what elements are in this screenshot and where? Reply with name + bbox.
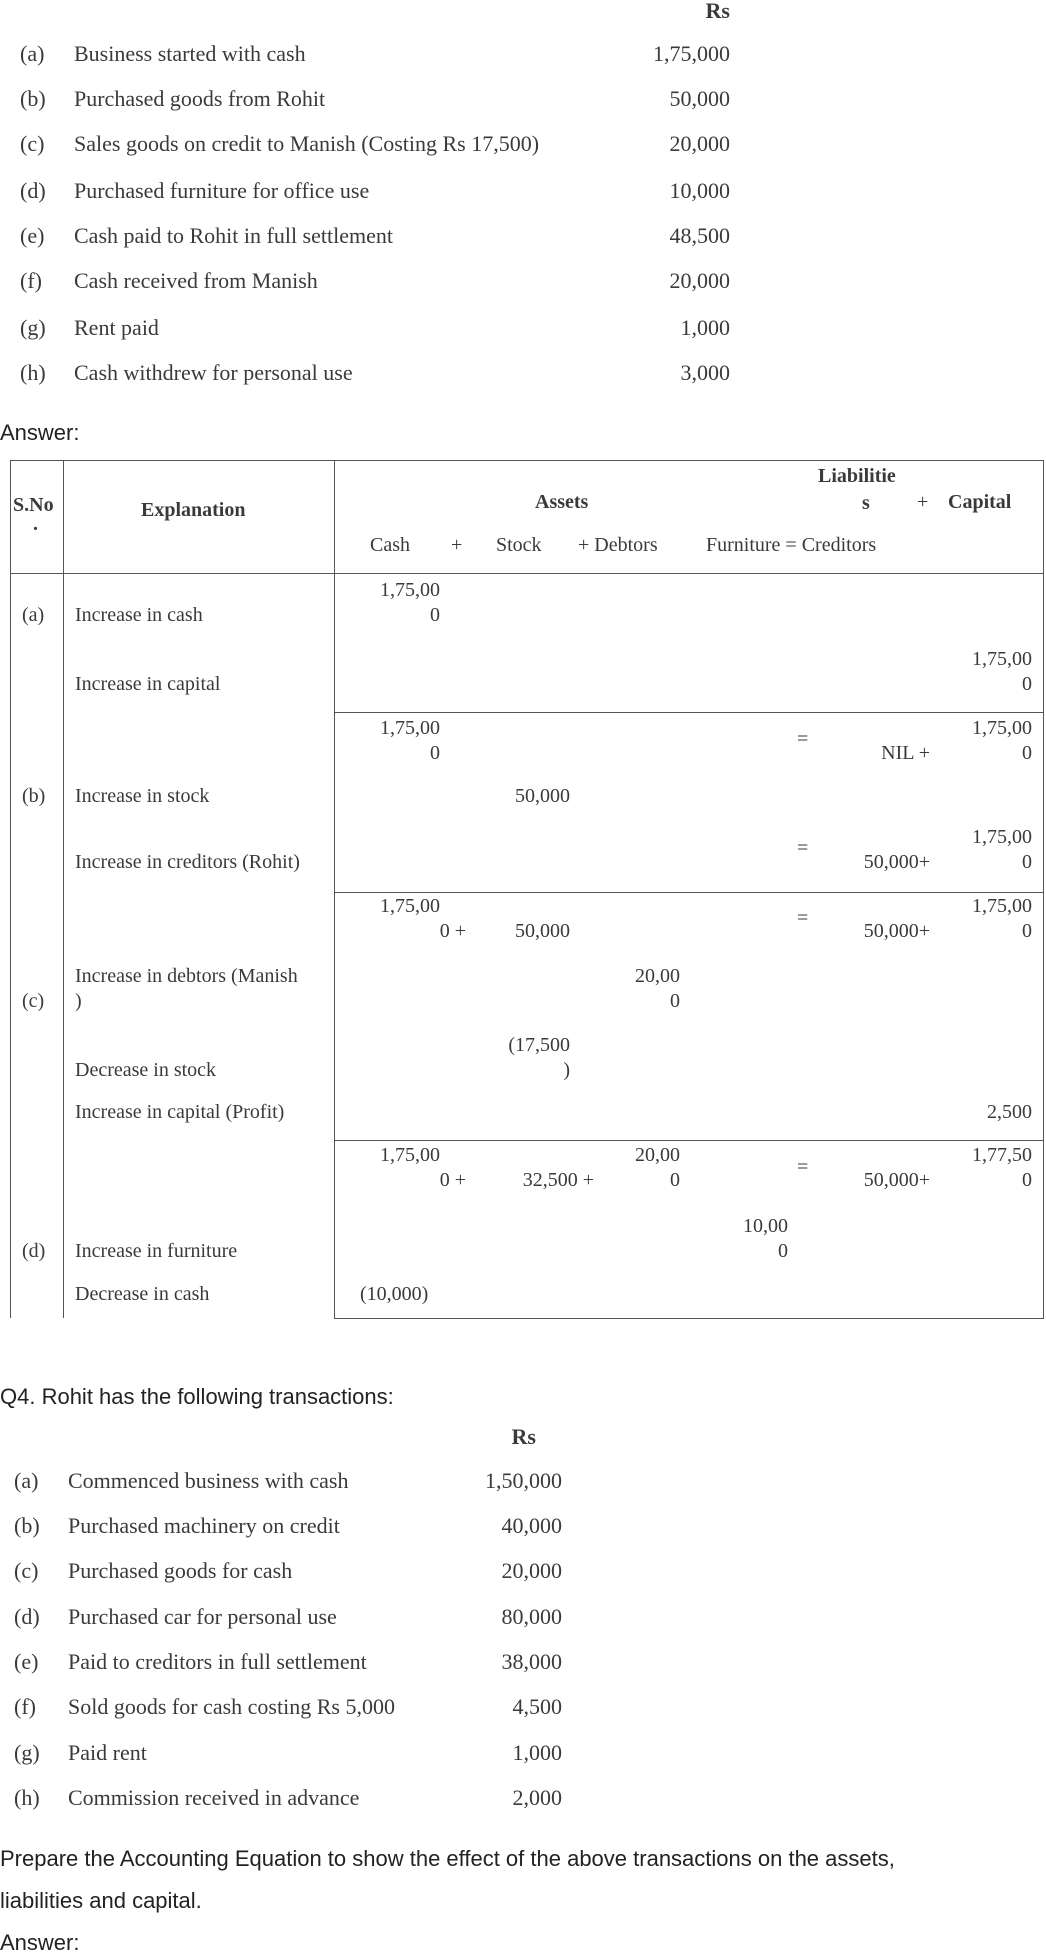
q4-item-letter: (b) (14, 1513, 40, 1538)
top-item-letter: (b) (20, 86, 46, 111)
table-col-divider-explanation (334, 460, 335, 1318)
cash-value: (10,000) (360, 1283, 429, 1305)
row-explanation: Increase in capital (Profit) (75, 1101, 285, 1123)
q4-item-text: Sold goods for cash costing Rs 5,000 (68, 1694, 395, 1719)
row-letter: (d) (22, 1240, 46, 1262)
equals-sign: = (797, 728, 809, 750)
top-item-amount: 50,000 (669, 86, 730, 111)
header-assets: Assets (535, 491, 589, 513)
capital-value: 2,500 (987, 1101, 1032, 1123)
total-creditors: NIL + (881, 742, 930, 764)
top-item-amount: 1,75,000 (653, 41, 730, 66)
stock-value-cont: ) (563, 1059, 570, 1081)
header-liabilities-cont: s (862, 492, 870, 514)
row-explanation: Increase in capital (75, 673, 221, 695)
q4-prepare-instruction: Prepare the Accounting Equation to show the effect of the above transactions on the assets, (0, 1846, 895, 1871)
table-header-bottom (10, 573, 1044, 574)
row-letter: (c) (22, 990, 45, 1012)
header-capital: Capital (948, 491, 1012, 513)
total-debtors: 20,00 (635, 1144, 680, 1166)
row-explanation: Increase in furniture (75, 1240, 238, 1262)
row-explanation: Decrease in cash (75, 1283, 210, 1305)
q4-item-letter: (g) (14, 1740, 40, 1765)
table-border-left (10, 460, 11, 1318)
subheader-furniture-creditors: Furniture = Creditors (706, 534, 877, 556)
total-creditors: 50,000+ (863, 920, 930, 942)
total-cash-cont: 0 + (439, 1169, 466, 1191)
equals-sign: = (797, 837, 809, 859)
debtors-value: 20,00 (635, 965, 680, 987)
q4-item-amount: 38,000 (501, 1649, 562, 1674)
total-capital-cont: 0 (1022, 920, 1032, 942)
row-letter: (b) (22, 785, 46, 807)
q4-item-amount: 40,000 (501, 1513, 562, 1538)
total-creditors: 50,000+ (863, 1169, 930, 1191)
q4-header-rs: Rs (511, 1424, 536, 1449)
subheader-debtors: + Debtors (578, 534, 658, 556)
top-item-amount: 20,000 (669, 131, 730, 156)
furniture-value: 10,00 (743, 1215, 788, 1237)
row-explanation: Increase in debtors (Manish (75, 965, 298, 987)
top-item-text: Cash withdrew for personal use (74, 360, 353, 385)
capital-value-cont: 0 (1022, 673, 1032, 695)
stock-value: 50,000 (515, 785, 570, 807)
q4-item-amount: 80,000 (501, 1604, 562, 1629)
answer-label: Answer: (0, 420, 80, 445)
q4-item-letter: (f) (14, 1694, 36, 1719)
total-cash: 1,75,00 (380, 1144, 440, 1166)
row-divider-total3 (334, 1140, 1044, 1141)
top-item-text: Rent paid (74, 315, 159, 340)
q4-item-text: Commenced business with cash (68, 1468, 349, 1493)
q4-item-text: Paid to creditors in full settlement (68, 1649, 367, 1674)
cash-value: 1,75,00 (380, 579, 440, 601)
total-capital: 1,77,50 (972, 1144, 1032, 1166)
q4-item-amount: 1,50,000 (485, 1468, 562, 1493)
total-capital-cont: 0 (1022, 742, 1032, 764)
top-item-text: Purchased goods from Rohit (74, 86, 326, 111)
q4-heading: Q4. Rohit has the following transactions: (0, 1384, 394, 1409)
top-item-amount: 48,500 (669, 223, 730, 248)
row-divider-total1 (334, 712, 1044, 713)
creditors-value: 50,000+ (863, 851, 930, 873)
header-sno-dot: . (33, 513, 38, 535)
capital-value-cont: 0 (1022, 851, 1032, 873)
q4-item-letter: (c) (14, 1558, 39, 1583)
top-item-text: Cash paid to Rohit in full settlement (74, 223, 393, 248)
debtors-value-cont: 0 (670, 990, 680, 1012)
table-border-top (10, 460, 1044, 461)
stock-value: (17,500 (508, 1034, 570, 1056)
table-col-divider-sno (63, 460, 64, 1318)
header-liabilities: Liabilitie (818, 465, 896, 487)
total-capital: 1,75,00 (972, 717, 1032, 739)
q4-item-letter: (d) (14, 1604, 40, 1629)
top-item-letter: (f) (20, 268, 42, 293)
total-capital-cont: 0 (1022, 1169, 1032, 1191)
total-cash: 1,75,00 (380, 895, 440, 917)
q4-item-letter: (h) (14, 1785, 40, 1810)
top-item-text: Purchased furniture for office use (74, 178, 370, 203)
q4-item-letter: (a) (14, 1468, 39, 1493)
top-item-letter: (c) (20, 131, 45, 156)
top-item-text: Sales goods on credit to Manish (Costing Rs 17,500) (74, 131, 540, 156)
table-border-right (1043, 460, 1044, 1318)
total-cash-cont: 0 (430, 742, 440, 764)
header-explanation: Explanation (141, 499, 246, 521)
q4-item-amount: 4,500 (512, 1694, 562, 1719)
subheader-plus: + (451, 534, 463, 556)
total-cash-cont: 0 + (439, 920, 466, 942)
capital-value: 1,75,00 (972, 648, 1032, 670)
q4-item-text: Purchased car for personal use (68, 1604, 337, 1629)
subheader-cash: Cash (370, 534, 410, 556)
top-item-amount: 1,000 (680, 315, 730, 340)
q4-item-text: Purchased goods for cash (68, 1558, 293, 1583)
total-debtors-cont: 0 (670, 1169, 680, 1191)
q4-item-text: Paid rent (68, 1740, 147, 1765)
table-border-bottom (334, 1318, 1044, 1319)
top-item-text: Cash received from Manish (74, 268, 318, 293)
top-item-letter: (d) (20, 178, 46, 203)
row-letter: (a) (22, 604, 45, 626)
total-stock: 50,000 (515, 920, 570, 942)
row-divider-total2 (334, 892, 1044, 893)
furniture-value-cont: 0 (778, 1240, 788, 1262)
cash-value-cont: 0 (430, 604, 440, 626)
q4-answer-label: Answer: (0, 1930, 80, 1955)
q4-item-amount: 20,000 (501, 1558, 562, 1583)
equals-sign: = (797, 907, 809, 929)
top-item-amount: 3,000 (680, 360, 730, 385)
q4-item-letter: (e) (14, 1649, 39, 1674)
header-plus: + (917, 491, 929, 513)
header-sno: S.No (13, 494, 54, 516)
q4-item-text: Purchased machinery on credit (68, 1513, 340, 1538)
capital-value: 1,75,00 (972, 826, 1032, 848)
subheader-stock: Stock (496, 534, 542, 556)
top-item-letter: (h) (20, 360, 46, 385)
total-cash: 1,75,00 (380, 717, 440, 739)
row-explanation: Decrease in stock (75, 1059, 217, 1081)
top-list-header-rs: Rs (705, 0, 730, 23)
top-item-amount: 10,000 (669, 178, 730, 203)
top-item-amount: 20,000 (669, 268, 730, 293)
top-item-letter: (a) (20, 41, 45, 66)
total-stock: 32,500 + (522, 1169, 594, 1191)
q4-item-amount: 1,000 (512, 1740, 562, 1765)
row-explanation: Increase in cash (75, 604, 203, 626)
row-explanation-cont: ) (75, 990, 82, 1012)
top-item-text: Business started with cash (74, 41, 306, 66)
top-item-letter: (e) (20, 223, 45, 248)
row-explanation: Increase in creditors (Rohit) (75, 851, 300, 873)
q4-item-text: Commission received in advance (68, 1785, 360, 1810)
q4-item-amount: 2,000 (512, 1785, 562, 1810)
top-item-letter: (g) (20, 315, 46, 340)
total-capital: 1,75,00 (972, 895, 1032, 917)
equals-sign: = (797, 1156, 809, 1178)
q4-prepare-instruction-cont: liabilities and capital. (0, 1888, 202, 1913)
row-explanation: Increase in stock (75, 785, 210, 807)
